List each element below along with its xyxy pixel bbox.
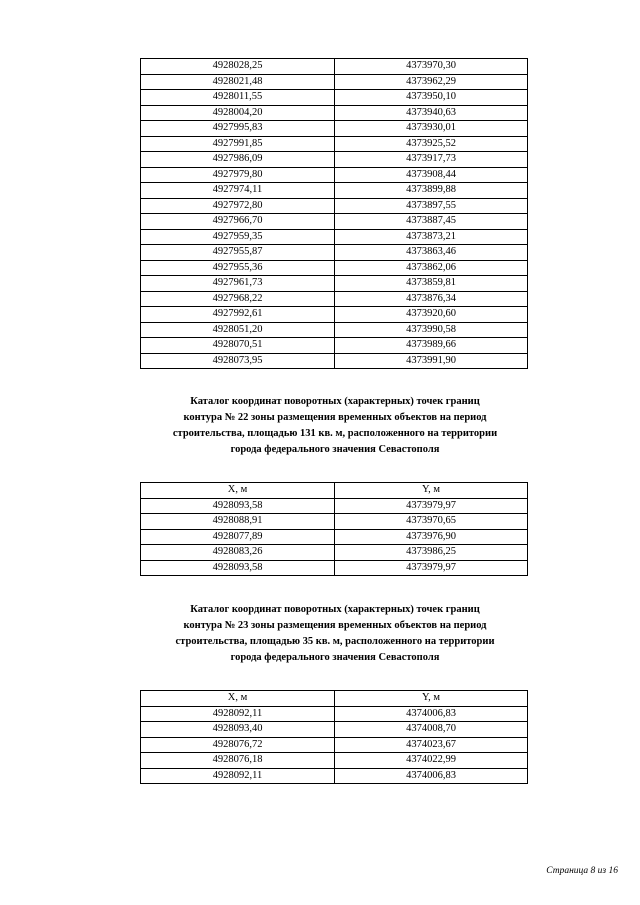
cell-y: 4373950,10 — [335, 90, 528, 106]
catalog-23-caption — [130, 602, 540, 666]
cell-x: 4928093,58 — [141, 498, 335, 514]
table-body — [141, 691, 528, 707]
table-row — [141, 74, 528, 90]
cell-x: 4928088,91 — [141, 514, 335, 530]
cell-x: 4928021,48 — [141, 74, 335, 90]
cell-y: 4373979,97 — [335, 498, 528, 514]
table-row — [141, 353, 528, 369]
caption-line: контура № 22 зоны размещения временных объектов на период — [183, 412, 487, 423]
cell-x: 4928076,72 — [141, 737, 335, 753]
cell-y: 4373940,63 — [335, 105, 528, 121]
cell-y: 4373990,58 — [335, 322, 528, 338]
cell-x: 4927974,11 — [141, 183, 335, 199]
caption-line: контура № 23 зоны размещения временных объектов на период — [183, 620, 487, 631]
catalog-22-caption — [130, 394, 540, 458]
table-row — [141, 529, 528, 545]
cell-y: 4373876,34 — [335, 291, 528, 307]
cell-y: 4373862,06 — [335, 260, 528, 276]
cell-x: 4927968,22 — [141, 291, 335, 307]
table-row — [141, 245, 528, 261]
caption-line: города федерального значения Севастополя — [230, 444, 440, 455]
cell-y: 4373970,30 — [335, 59, 528, 75]
table-row — [141, 59, 528, 75]
header-x: X, м — [141, 691, 335, 707]
cell-y: 4373962,29 — [335, 74, 528, 90]
cell-x: 4928077,89 — [141, 529, 335, 545]
cell-x: 4928028,25 — [141, 59, 335, 75]
header-y: Y, м — [335, 691, 528, 707]
caption-line: Каталог координат поворотных (характерных) точек границ — [190, 604, 480, 615]
table-row — [141, 753, 528, 769]
cell-y: 4373930,01 — [335, 121, 528, 137]
header-x: X, м — [141, 483, 335, 499]
table-row — [141, 90, 528, 106]
coordinates-table-22 — [140, 482, 528, 576]
cell-x: 4927991,85 — [141, 136, 335, 152]
cell-y: 4373925,52 — [335, 136, 528, 152]
table-row — [141, 322, 528, 338]
caption-line: Каталог координат поворотных (характерных) точек границ — [190, 396, 480, 407]
table-row — [141, 152, 528, 168]
table-row — [141, 737, 528, 753]
caption-line: города федерального значения Севастополя — [230, 652, 440, 663]
cell-x: 4927986,09 — [141, 152, 335, 168]
table-header-row — [141, 483, 528, 499]
table-row — [141, 136, 528, 152]
table-row — [141, 183, 528, 199]
table-row — [141, 276, 528, 292]
table-rows — [141, 498, 528, 576]
cell-y: 4373899,88 — [335, 183, 528, 199]
cell-x: 4927961,73 — [141, 276, 335, 292]
table-row — [141, 560, 528, 576]
table-row — [141, 338, 528, 354]
table-row — [141, 198, 528, 214]
cell-y: 4373917,73 — [335, 152, 528, 168]
coordinates-table-23 — [140, 690, 528, 784]
table-header-row — [141, 691, 528, 707]
cell-x: 4927979,80 — [141, 167, 335, 183]
table-row — [141, 167, 528, 183]
cell-y: 4374023,67 — [335, 737, 528, 753]
cell-x: 4928083,26 — [141, 545, 335, 561]
table-row — [141, 706, 528, 722]
cell-x: 4927959,35 — [141, 229, 335, 245]
cell-x: 4928092,11 — [141, 768, 335, 784]
table-row — [141, 214, 528, 230]
cell-y: 4373920,60 — [335, 307, 528, 323]
table-row — [141, 291, 528, 307]
table-row — [141, 260, 528, 276]
cell-y: 4373976,90 — [335, 529, 528, 545]
table-rows — [141, 706, 528, 784]
cell-x: 4928092,11 — [141, 706, 335, 722]
cell-y: 4374008,70 — [335, 722, 528, 738]
caption-line: строительства, площадью 131 кв. м, расположенного на территории — [172, 428, 498, 439]
cell-y: 4373979,97 — [335, 560, 528, 576]
table-body — [141, 59, 528, 369]
cell-y: 4374006,83 — [335, 768, 528, 784]
cell-y: 4373991,90 — [335, 353, 528, 369]
cell-x: 4928051,20 — [141, 322, 335, 338]
cell-x: 4928011,55 — [141, 90, 335, 106]
cell-x: 4927972,80 — [141, 198, 335, 214]
cell-x: 4927955,36 — [141, 260, 335, 276]
cell-y: 4373989,66 — [335, 338, 528, 354]
table-row — [141, 229, 528, 245]
cell-y: 4373897,55 — [335, 198, 528, 214]
cell-x: 4927992,61 — [141, 307, 335, 323]
table-row — [141, 121, 528, 137]
cell-x: 4928076,18 — [141, 753, 335, 769]
table-row — [141, 545, 528, 561]
cell-y: 4373873,21 — [335, 229, 528, 245]
caption-line: строительства, площадью 35 кв. м, расположенного на территории — [175, 636, 495, 647]
cell-x: 4928070,51 — [141, 338, 335, 354]
table-row — [141, 105, 528, 121]
table-row — [141, 498, 528, 514]
cell-x: 4928004,20 — [141, 105, 335, 121]
table-row — [141, 768, 528, 784]
cell-x: 4928093,40 — [141, 722, 335, 738]
cell-x: 4927955,87 — [141, 245, 335, 261]
table-row — [141, 514, 528, 530]
cell-x: 4928073,95 — [141, 353, 335, 369]
header-y: Y, м — [335, 483, 528, 499]
cell-y: 4373863,46 — [335, 245, 528, 261]
cell-y: 4373986,25 — [335, 545, 528, 561]
table-row — [141, 307, 528, 323]
table-row — [141, 722, 528, 738]
cell-x: 4927966,70 — [141, 214, 335, 230]
cell-x: 4927995,83 — [141, 121, 335, 137]
cell-y: 4373908,44 — [335, 167, 528, 183]
table-body — [141, 483, 528, 499]
cell-y: 4373887,45 — [335, 214, 528, 230]
cell-y: 4373859,81 — [335, 276, 528, 292]
cell-y: 4373970,65 — [335, 514, 528, 530]
cell-x: 4928093,58 — [141, 560, 335, 576]
cell-y: 4374006,83 — [335, 706, 528, 722]
cell-y: 4374022,99 — [335, 753, 528, 769]
coordinates-table-top — [140, 58, 528, 369]
page-number: Страница 8 из 16 — [546, 866, 618, 876]
